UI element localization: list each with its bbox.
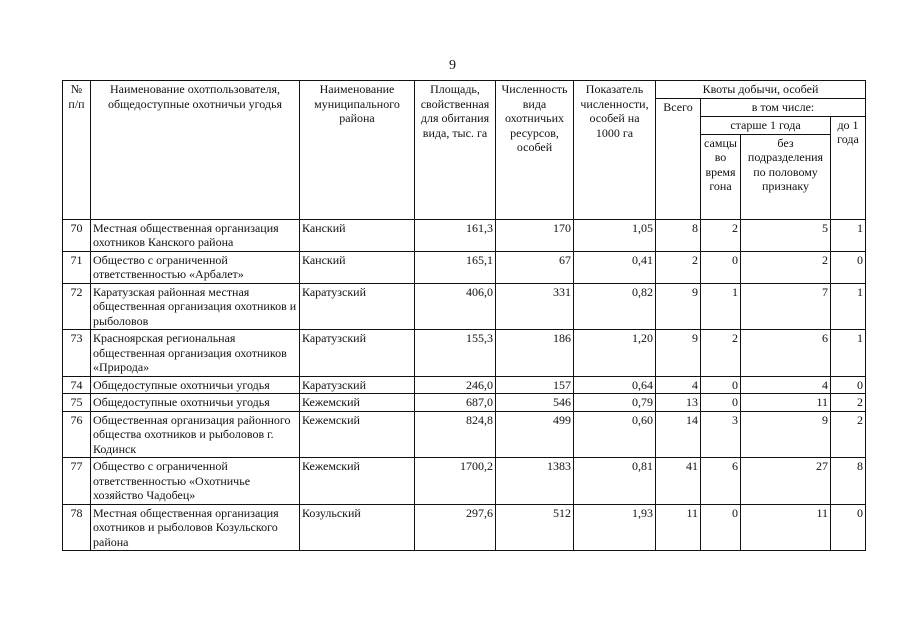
cell-district: Кежемский (300, 394, 415, 412)
cell-nodiv: 6 (741, 330, 831, 377)
cell-district: Каратузский (300, 376, 415, 394)
table-row (63, 219, 866, 251)
header-population: Численность вида охотничьих ресурсов, особей (496, 81, 574, 220)
cell-total: 41 (656, 458, 701, 505)
cell-density: 0,41 (574, 251, 656, 283)
quota-table (62, 80, 866, 551)
cell-nodiv: 27 (741, 458, 831, 505)
cell-area: 246,0 (415, 376, 496, 394)
cell-total: 9 (656, 283, 701, 330)
header-including: в том числе: (701, 98, 866, 116)
cell-nodiv: 7 (741, 283, 831, 330)
cell-under: 0 (831, 376, 866, 394)
cell-males: 2 (701, 330, 741, 377)
cell-total: 2 (656, 251, 701, 283)
cell-name: Общественная организация районного общества охотников и рыболовов г. Кодинск (91, 411, 300, 458)
cell-density: 1,05 (574, 219, 656, 251)
cell-males: 3 (701, 411, 741, 458)
cell-num: 72 (63, 283, 91, 330)
cell-num: 70 (63, 219, 91, 251)
cell-population: 157 (496, 376, 574, 394)
header-males: самцы во время гона (701, 134, 741, 219)
cell-under: 0 (831, 251, 866, 283)
cell-district: Козульский (300, 504, 415, 551)
cell-population: 331 (496, 283, 574, 330)
cell-density: 0,60 (574, 411, 656, 458)
cell-total: 9 (656, 330, 701, 377)
cell-population: 546 (496, 394, 574, 412)
cell-total: 13 (656, 394, 701, 412)
cell-males: 0 (701, 394, 741, 412)
cell-area: 406,0 (415, 283, 496, 330)
cell-district: Кежемский (300, 458, 415, 505)
cell-nodiv: 11 (741, 504, 831, 551)
cell-population: 1383 (496, 458, 574, 505)
cell-total: 4 (656, 376, 701, 394)
cell-population: 170 (496, 219, 574, 251)
cell-population: 67 (496, 251, 574, 283)
cell-num: 73 (63, 330, 91, 377)
header-area: Площадь, свойственная для обитания вида, тыс. га (415, 81, 496, 220)
cell-name: Общество с ограниченной ответственностью «Охотничье хозяйство Чадобец» (91, 458, 300, 505)
cell-name: Красноярская региональная общественная организация охотников «Природа» (91, 330, 300, 377)
cell-nodiv: 2 (741, 251, 831, 283)
cell-under: 0 (831, 504, 866, 551)
cell-name: Общество с ограниченной ответственностью «Арбалет» (91, 251, 300, 283)
header-num: № п/п (63, 81, 91, 220)
table-row (63, 251, 866, 283)
table-row (63, 504, 866, 551)
header-name: Наименование охотпользователя, общедоступные охотничьи угодья (91, 81, 300, 220)
cell-population: 512 (496, 504, 574, 551)
cell-district: Кежемский (300, 411, 415, 458)
cell-num: 76 (63, 411, 91, 458)
cell-under: 8 (831, 458, 866, 505)
cell-num: 75 (63, 394, 91, 412)
cell-district: Канский (300, 251, 415, 283)
cell-nodiv: 11 (741, 394, 831, 412)
cell-males: 0 (701, 504, 741, 551)
header-district: Наименование муниципального района (300, 81, 415, 220)
cell-num: 74 (63, 376, 91, 394)
cell-total: 14 (656, 411, 701, 458)
cell-population: 499 (496, 411, 574, 458)
cell-males: 0 (701, 376, 741, 394)
cell-name: Каратузская районная местная общественная организация охотников и рыболовов (91, 283, 300, 330)
cell-males: 6 (701, 458, 741, 505)
cell-district: Каратузский (300, 330, 415, 377)
cell-under: 1 (831, 283, 866, 330)
cell-area: 155,3 (415, 330, 496, 377)
cell-name: Общедоступные охотничьи угодья (91, 394, 300, 412)
cell-name: Местная общественная организация охотников Канского района (91, 219, 300, 251)
cell-nodiv: 9 (741, 411, 831, 458)
header-nodiv: без подразделения по половому признаку (741, 134, 831, 219)
cell-name: Общедоступные охотничьи угодья (91, 376, 300, 394)
cell-num: 77 (63, 458, 91, 505)
cell-area: 165,1 (415, 251, 496, 283)
table-row (63, 376, 866, 394)
cell-males: 0 (701, 251, 741, 283)
cell-num: 71 (63, 251, 91, 283)
cell-density: 0,64 (574, 376, 656, 394)
cell-density: 0,82 (574, 283, 656, 330)
cell-males: 1 (701, 283, 741, 330)
cell-under: 2 (831, 411, 866, 458)
cell-under: 1 (831, 330, 866, 377)
page-number: 9 (449, 58, 456, 73)
cell-under: 1 (831, 219, 866, 251)
cell-district: Каратузский (300, 283, 415, 330)
cell-area: 687,0 (415, 394, 496, 412)
cell-name: Местная общественная организация охотников и рыболовов Козульского района (91, 504, 300, 551)
cell-district: Канский (300, 219, 415, 251)
cell-total: 11 (656, 504, 701, 551)
cell-density: 0,79 (574, 394, 656, 412)
cell-under: 2 (831, 394, 866, 412)
cell-nodiv: 5 (741, 219, 831, 251)
cell-area: 1700,2 (415, 458, 496, 505)
cell-area: 161,3 (415, 219, 496, 251)
cell-population: 186 (496, 330, 574, 377)
table-row (63, 411, 866, 458)
cell-area: 824,8 (415, 411, 496, 458)
cell-num: 78 (63, 504, 91, 551)
cell-density: 1,20 (574, 330, 656, 377)
cell-area: 297,6 (415, 504, 496, 551)
table-row (63, 330, 866, 377)
table-row (63, 458, 866, 505)
header-density: Показатель численности, особей на 1000 га (574, 81, 656, 220)
cell-males: 2 (701, 219, 741, 251)
header-quotas: Квоты добычи, особей (656, 81, 866, 99)
cell-density: 0,81 (574, 458, 656, 505)
header-under: до 1 года (831, 116, 866, 219)
cell-nodiv: 4 (741, 376, 831, 394)
cell-density: 1,93 (574, 504, 656, 551)
header-older: старше 1 года (701, 116, 831, 134)
table-row (63, 283, 866, 330)
cell-total: 8 (656, 219, 701, 251)
table-row (63, 394, 866, 412)
header-total: Всего (656, 98, 701, 219)
